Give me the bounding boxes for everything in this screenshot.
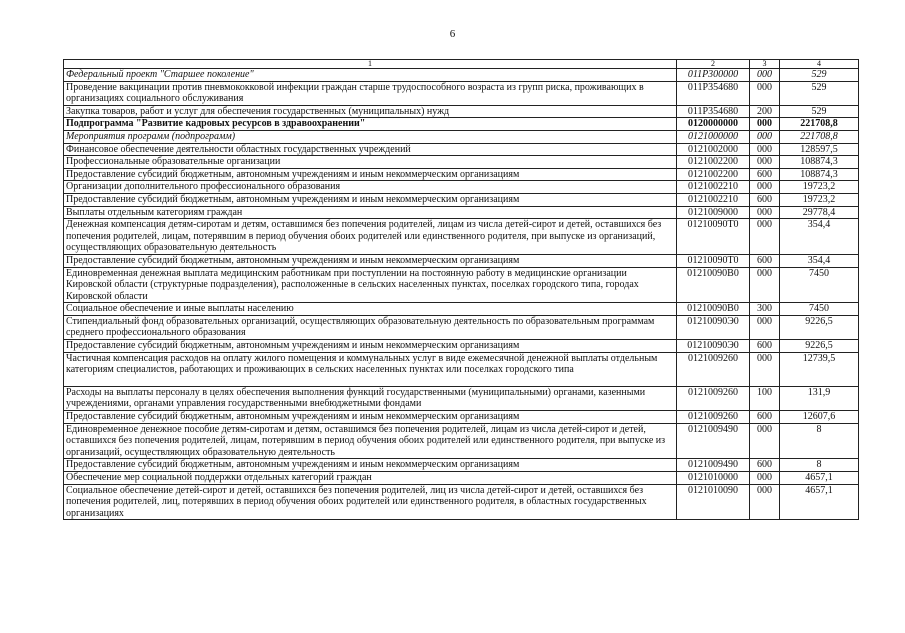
- row-sum-cell: 8: [780, 459, 859, 472]
- row-code-cell: 0121009000: [677, 206, 750, 219]
- row-vr-cell: 100: [750, 386, 780, 410]
- row-name-cell: Предоставление субсидий бюджетным, автономным учреждениям и иным некоммерческим организациям: [64, 459, 677, 472]
- table-row: [64, 411, 859, 424]
- row-code-cell: 01210090Т0: [677, 254, 750, 267]
- row-code-cell: 0121009260: [677, 352, 750, 386]
- row-vr-cell: 000: [750, 352, 780, 386]
- row-name-cell: Обеспечение мер социальной поддержки отдельных категорий граждан: [64, 472, 677, 485]
- row-code-cell: 0121009490: [677, 423, 750, 459]
- row-code-cell: 0121002210: [677, 193, 750, 206]
- row-name-cell: Финансовое обеспечение деятельности областных государственных учреждений: [64, 143, 677, 156]
- row-code-cell: 0121009490: [677, 459, 750, 472]
- row-name-cell: Единовременное денежное пособие детям-сиротам и детям, оставшимся без попечения родителей, лицам из числа детей-сирот и детей, оставшихся без попечения родителей, лицам, потерявшим в период обучения обоих родителей или единственного родителя, при выпуске из организаций, осуществляющих образовательную деятельность: [64, 423, 677, 459]
- row-code-cell: 0121009260: [677, 411, 750, 424]
- row-sum-cell: 108874,3: [780, 156, 859, 169]
- table-row: [64, 459, 859, 472]
- row-vr-cell: 600: [750, 193, 780, 206]
- row-vr-cell: 000: [750, 69, 780, 82]
- row-name-cell: Предоставление субсидий бюджетным, автономным учреждениям и иным некоммерческим организациям: [64, 168, 677, 181]
- row-name-cell: Предоставление субсидий бюджетным, автономным учреждениям и иным некоммерческим организациям: [64, 340, 677, 353]
- row-name-cell: Выплаты отдельным категориям граждан: [64, 206, 677, 219]
- row-name-cell: Единовременная денежная выплата медицинским работникам при поступлении на постоянную работу в медицинские организации Кировской области (структурные подразделения), расположенные в сельских населенных пунктах, поселках городского типа, городах Кировской области: [64, 267, 677, 303]
- row-vr-cell: 300: [750, 303, 780, 316]
- row-sum-cell: 12607,6: [780, 411, 859, 424]
- header-cell-vr: 3: [750, 60, 780, 69]
- row-code-cell: 0121002000: [677, 143, 750, 156]
- row-code-cell: 011P354680: [677, 81, 750, 105]
- row-sum-cell: 131,9: [780, 386, 859, 410]
- row-vr-cell: 000: [750, 81, 780, 105]
- row-code-cell: 011P354680: [677, 105, 750, 118]
- row-name-cell: Подпрограмма "Развитие кадровых ресурсов в здравоохранении": [64, 118, 677, 131]
- row-vr-cell: 600: [750, 459, 780, 472]
- table-row: [64, 130, 859, 143]
- table-row: [64, 352, 859, 386]
- row-code-cell: 01210090В0: [677, 267, 750, 303]
- header-cell-sum: 4: [780, 60, 859, 69]
- row-name-cell: Денежная компенсация детям-сиротам и детям, оставшимся без попечения родителей, лицам из числа детей-сирот и детей, оставшихся без попечения родителей, лицам, потерявшим в период обучения обоих родителей или единственного родителя, при выпуске из организаций, осуществляющих образовательную деятельность: [64, 219, 677, 255]
- row-name-cell: Стипендиальный фонд образовательных организаций, осуществляющих образовательную деятельность по образовательным программам среднего профессионального образования: [64, 315, 677, 339]
- row-vr-cell: 000: [750, 143, 780, 156]
- row-vr-cell: 000: [750, 181, 780, 194]
- row-sum-cell: 19723,2: [780, 181, 859, 194]
- row-code-cell: 0121010000: [677, 472, 750, 485]
- row-vr-cell: 000: [750, 219, 780, 255]
- row-code-cell: 0121002210: [677, 181, 750, 194]
- row-vr-cell: 000: [750, 315, 780, 339]
- row-sum-cell: 108874,3: [780, 168, 859, 181]
- row-name-cell: Частичная компенсация расходов на оплату жилого помещения и коммунальных услуг в виде ежемесячной денежной выплаты отдельным категориям специалистов, работающих и проживающих в сельских населенных пунктах или поселках городского типа: [64, 352, 677, 386]
- row-vr-cell: 000: [750, 206, 780, 219]
- row-sum-cell: 4657,1: [780, 472, 859, 485]
- row-name-cell: Профессиональные образовательные организации: [64, 156, 677, 169]
- table-header-row: [64, 60, 859, 69]
- row-code-cell: 0121000000: [677, 130, 750, 143]
- row-vr-cell: 000: [750, 156, 780, 169]
- row-sum-cell: 529: [780, 105, 859, 118]
- header-cell-name: 1: [64, 60, 677, 69]
- row-name-cell: Предоставление субсидий бюджетным, автономным учреждениям и иным некоммерческим организациям: [64, 254, 677, 267]
- table-row: [64, 143, 859, 156]
- row-code-cell: 0121002200: [677, 168, 750, 181]
- row-code-cell: 01210090В0: [677, 303, 750, 316]
- row-sum-cell: 19723,2: [780, 193, 859, 206]
- row-code-cell: 0121002200: [677, 156, 750, 169]
- table-row: [64, 81, 859, 105]
- row-vr-cell: 000: [750, 130, 780, 143]
- row-vr-cell: 600: [750, 411, 780, 424]
- row-name-cell: Социальное обеспечение детей-сирот и детей, оставшихся без попечения родителей, лиц из числа детей-сирот и детей, оставшихся без попечения родителей, лиц, потерявших в период обучения обоих родителей или единственного родителя, в областных государственных организациях: [64, 484, 677, 520]
- table-row: [64, 303, 859, 316]
- page-number: 6: [449, 28, 456, 40]
- table-row: [64, 181, 859, 194]
- table-row: [64, 254, 859, 267]
- row-vr-cell: 600: [750, 168, 780, 181]
- row-name-cell: Федеральный проект "Старшее поколение": [64, 69, 677, 82]
- table-row: [64, 118, 859, 131]
- row-sum-cell: 354,4: [780, 254, 859, 267]
- row-sum-cell: 221708,8: [780, 130, 859, 143]
- table-row: [64, 69, 859, 82]
- row-sum-cell: 529: [780, 81, 859, 105]
- table-row: [64, 386, 859, 410]
- table-row: [64, 156, 859, 169]
- row-name-cell: Предоставление субсидий бюджетным, автономным учреждениям и иным некоммерческим организациям: [64, 193, 677, 206]
- table-row: [64, 484, 859, 520]
- row-sum-cell: 7450: [780, 267, 859, 303]
- row-sum-cell: 9226,5: [780, 340, 859, 353]
- row-vr-cell: 000: [750, 423, 780, 459]
- row-name-cell: Предоставление субсидий бюджетным, автономным учреждениям и иным некоммерческим организациям: [64, 411, 677, 424]
- row-sum-cell: 354,4: [780, 219, 859, 255]
- table-row: [64, 315, 859, 339]
- table-row: [64, 168, 859, 181]
- row-sum-cell: 128597,5: [780, 143, 859, 156]
- row-code-cell: 01210090Т0: [677, 219, 750, 255]
- row-name-cell: Расходы на выплаты персоналу в целях обеспечения выполнения функций государственными (муниципальными) органами, казенными учреждениями, органами управления государственными внебюджетными фондами: [64, 386, 677, 410]
- row-code-cell: 01210090Э0: [677, 340, 750, 353]
- row-sum-cell: 7450: [780, 303, 859, 316]
- table-row: [64, 267, 859, 303]
- row-sum-cell: 221708,8: [780, 118, 859, 131]
- table-row: [64, 206, 859, 219]
- row-vr-cell: 000: [750, 484, 780, 520]
- table-row: [64, 340, 859, 353]
- row-code-cell: 01210090Э0: [677, 315, 750, 339]
- table-row: [64, 193, 859, 206]
- row-name-cell: Социальное обеспечение и иные выплаты населению: [64, 303, 677, 316]
- row-vr-cell: 200: [750, 105, 780, 118]
- row-name-cell: Проведение вакцинации против пневмококковой инфекции граждан старше трудоспособного возраста из групп риска, проживающих в организациях социального обслуживания: [64, 81, 677, 105]
- row-vr-cell: 600: [750, 254, 780, 267]
- table-row: [64, 423, 859, 459]
- row-code-cell: 0121009260: [677, 386, 750, 410]
- row-vr-cell: 000: [750, 118, 780, 131]
- row-code-cell: 0120000000: [677, 118, 750, 131]
- row-vr-cell: 000: [750, 472, 780, 485]
- row-sum-cell: 9226,5: [780, 315, 859, 339]
- row-vr-cell: 000: [750, 267, 780, 303]
- budget-table-body: [64, 60, 859, 520]
- row-code-cell: 011P300000: [677, 69, 750, 82]
- row-sum-cell: 12739,5: [780, 352, 859, 386]
- row-sum-cell: 8: [780, 423, 859, 459]
- budget-table: [63, 59, 859, 520]
- table-row: [64, 105, 859, 118]
- row-name-cell: Мероприятия программ (подпрограмм): [64, 130, 677, 143]
- row-sum-cell: 529: [780, 69, 859, 82]
- row-vr-cell: 600: [750, 340, 780, 353]
- row-name-cell: Организации дополнительного профессионального образования: [64, 181, 677, 194]
- row-code-cell: 0121010090: [677, 484, 750, 520]
- row-sum-cell: 29778,4: [780, 206, 859, 219]
- row-sum-cell: 4657,1: [780, 484, 859, 520]
- table-row: [64, 219, 859, 255]
- table-row: [64, 472, 859, 485]
- row-name-cell: Закупка товаров, работ и услуг для обеспечения государственных (муниципальных) нужд: [64, 105, 677, 118]
- header-cell-code: 2: [677, 60, 750, 69]
